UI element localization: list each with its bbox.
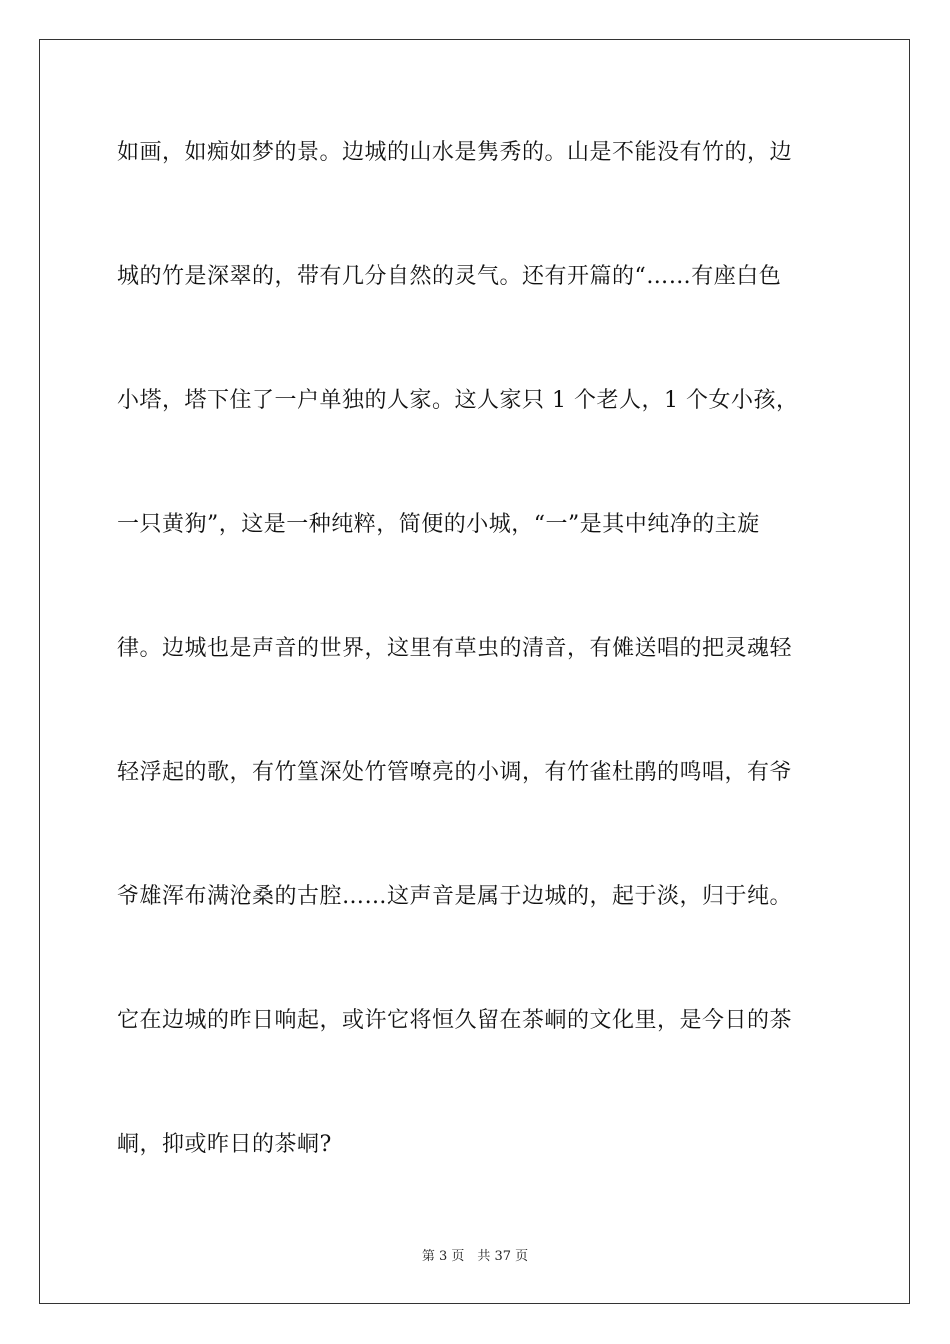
body-text-line: 峒，抑或昨日的茶峒? (117, 1132, 332, 1157)
body-text-line: 爷雄浑布满沧桑的古腔……这声音是属于边城的，起于淡，归于纯。 (117, 884, 793, 909)
body-text-line: 一只黄狗”，这是一种纯粹，简便的小城，“一”是其中纯净的主旋 (117, 512, 760, 537)
body-text-line: 轻浮起的歌，有竹篁深处竹管嘹亮的小调，有竹雀杜鹃的鸣唱，有爷 (117, 760, 793, 785)
body-text-line: 律。边城也是声音的世界，这里有草虫的清音，有傩送唱的把灵魂轻 (117, 636, 793, 661)
body-text-line: 如画，如痴如梦的景。边城的山水是隽秀的。山是不能没有竹的，边 (117, 140, 793, 165)
page-border (39, 39, 910, 1304)
body-text-line: 城的竹是深翠的，带有几分自然的灵气。还有开篇的“……有座白色 (117, 264, 782, 289)
body-text-line: 小塔，塔下住了一户单独的人家。这人家只 1 个老人，1 个女小孩， (117, 388, 799, 413)
body-text-line: 它在边城的昨日响起，或许它将恒久留在茶峒的文化里，是今日的茶 (117, 1008, 793, 1033)
page-number-footer: 第 3 页 共 37 页 (421, 1249, 529, 1264)
